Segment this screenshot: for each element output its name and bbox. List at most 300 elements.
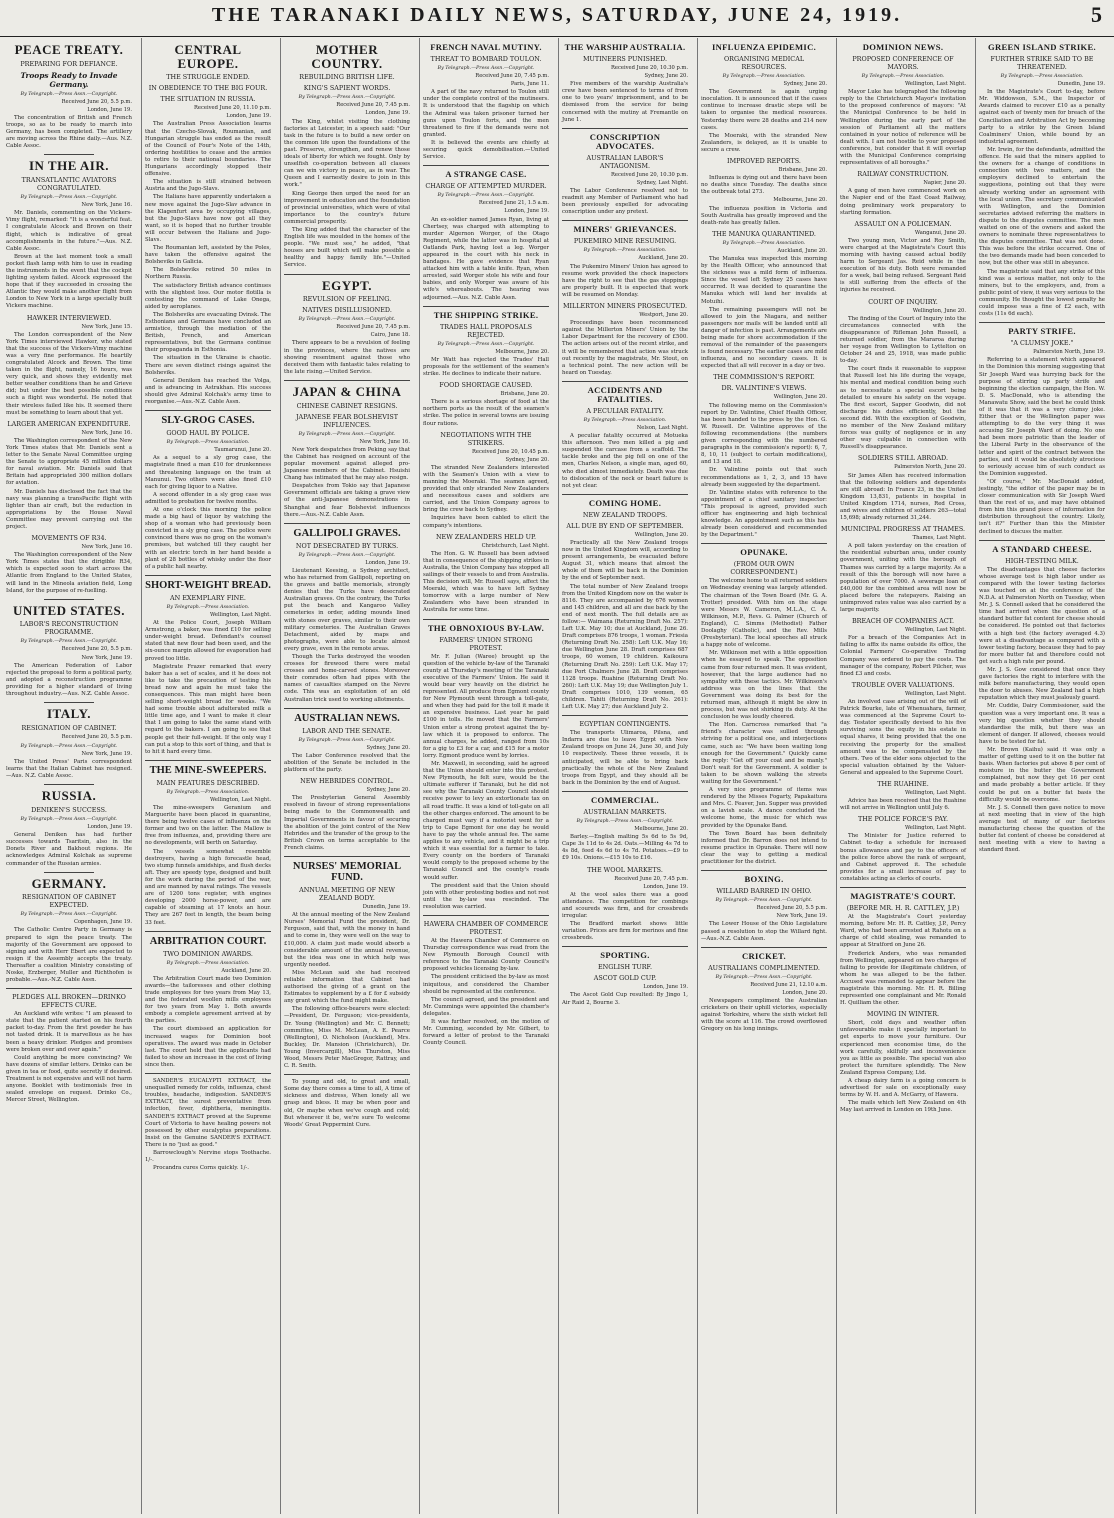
article-divider: [284, 708, 410, 709]
subheading: BREACH OF COMPANIES ACT.: [851, 617, 955, 626]
paragraph: New York despatches from Peking say that the Cabinet has resigned on account of the popular movement against alleged pro-Japanese members of the Cabinet. Hsuishi Chang has intimated that he may also resign.: [284, 446, 410, 482]
dateline: Sydney, June 20.: [783, 81, 827, 88]
headline: ITALY.: [46, 706, 92, 722]
dateline: Sydney, June 20.: [644, 73, 688, 80]
article-divider: [562, 381, 688, 382]
paragraph: The King added that the character of the English life was moulded in the homes of the people. "We must see," he added, "that houses are built which will make possible a healthy and happy family life."—United Service.: [284, 226, 410, 269]
column-4: [421, 38, 551, 1514]
dateline: New York, June 16.: [81, 544, 132, 551]
subheading: AUSTRALIAN MARKETS.: [583, 807, 667, 816]
byline: By Telegraph.—Press Assn.—Copyright.: [437, 341, 535, 347]
dateline: Received June 20, 11.10 p.m.: [194, 105, 271, 112]
byline: By Telegraph.—Press Assn.—Copyright.: [576, 818, 674, 824]
byline: By Telegraph.—Press Assn.—Copyright.: [715, 974, 813, 980]
article-divider: [701, 947, 827, 948]
article-divider: [284, 380, 410, 381]
headline: THE WARSHIP AUSTRALIA.: [564, 42, 686, 52]
paragraph: General Deniken has reached the Volga, and is advancing in Astrakhan. His success should give Admiral Kolchak's army time to reorganise.—Aus.-N.Z. Cable Assn.: [145, 377, 271, 406]
headline: A STRANGE CASE.: [445, 169, 527, 180]
dateline: Wellington, June 20.: [773, 394, 827, 401]
paragraph: There is a serious shortage of food at the northern ports as the result of the seamen's strike. The police in several towns are issuing flour rations.: [423, 399, 549, 427]
byline: By Telegraph.—Press Association.: [722, 74, 806, 80]
paragraph: The London correspondent of the New York Times interviewed Hawker, who stated that the success of the Vickers-Vimy machine was a very fine performance. He heartily congratulated Alcock and Brown. The time taken in the flight, namely, 16 hours, was very quick, and shows they evidently met better weather conditions than he and Grieve did; but under the best possible conditions such a flight was wonderful. He noted that their wireless failed like his. It seemed there must be something to learn about that yet.: [6, 331, 132, 416]
headline: MOTHER COUNTRY.: [311, 42, 383, 71]
headline: MAGISTRATE'S COURT.: [850, 891, 956, 902]
byline: By Telegraph.—Press Assn.—Copyright.: [20, 743, 118, 749]
subheading: WILLARD BARRED IN OHIO.: [716, 887, 812, 896]
subheading: NOT DESECRATED BY TURKS.: [295, 541, 399, 550]
subheading: NEW ZEALAND TROOPS.: [582, 510, 668, 519]
headline: OPUNAKE.: [740, 547, 788, 558]
paragraph: Mr. Cuddie, Dairy Commissioner, said the question was a very important one. It was a very big question whether they should standardise the milk, but there was an element of danger. If allowed, cheeses would have to be tested for fat.: [979, 703, 1105, 745]
headline: A STANDARD CHEESE.: [992, 543, 1092, 554]
headline: THE SHIPPING STRIKE.: [433, 309, 539, 320]
subheading: MOVING IN WINTER.: [866, 1010, 940, 1019]
paragraph: The council agreed, and the president and Mr. Cummings were appointed the chamber's delegates.: [423, 996, 549, 1017]
paragraph: The Hon. G. W. Russell has been advised that in consequence of the shipping strikes in Australia, the Union Company has stopped all sailings of their vessels to and from Australia. This decision will, Mr. Russell says, affect the Moeraki, which was to have left Sydney tomorrow with a large number of New Zealanders who have been stranded in Australia for some time.: [423, 550, 549, 614]
headline: ARBITRATION COURT.: [149, 935, 267, 947]
byline: By Telegraph.—Press Assn.—Copyright.: [20, 912, 118, 918]
subheading: HIGH-TESTING MILK.: [1005, 556, 1079, 565]
subheading: PUKEMIRO MINE RESUMING.: [573, 237, 677, 246]
dateline: Received June 20, 10.30 p.m.: [611, 171, 688, 178]
paragraph: The stranded New Zealanders interested with the Seamen's Union with a view to manning the Moeraki. The seamen agreed, provided that only stranded New Zealanders and necessitous cases and soldiers are carried, and the Union Company agrees to bring the crew back to Sydney.: [423, 464, 549, 514]
subheading: MUTINEERS PUNISHED.: [582, 55, 668, 64]
dateline: Sydney, June 20.: [366, 744, 410, 751]
article-divider: [44, 599, 94, 600]
headline: THE OBNOXIOUS BY-LAW.: [427, 622, 545, 633]
column-rule: [697, 38, 698, 1514]
subheading: ANNUAL MEETING OF NEW ZEALAND BODY.: [299, 886, 395, 903]
headline: IN THE AIR.: [28, 158, 110, 174]
paragraph: The Bolsheviks are evacuating Dvinsk. The Esthonians and Germans have concluded an armistice, through the mediation of the British, French, and American representatives, but the Germans continue their propaganda in Esthonia.: [145, 311, 271, 354]
paragraph: A peculiar fatality occurred at Motueka this afternoon. Two men killed a pig and suspended the carcase from a scaffold. The tackle broke and the pig fell on one of the men, Charles Nelson, a single man, aged 60, who died almost immediately. Death was due to dislocation of the neck or heart failure is not yet clear.: [562, 433, 688, 489]
paragraph: An ex-soldier named James Ryan, living at Chertsey, was charged with attempting to murder Algernon Worger, of the Otago Regiment, while the latter was in hospital at Oatlands Park, having lost a leg. Worger appeared in the court with his neck in bandages. He gave evidence that Ryan attacked him with a table knife. Ryan, when arrested, said Worger stole his wife and four babies, and only Worger was aware of his wife's whereabouts. The hearing was adjourned.—Aus. N.Z. Cable Assn.: [423, 216, 549, 301]
subheading: PLEDGES ALL BROKEN—DRINKO EFFECTS CURE.: [12, 993, 126, 1010]
page-number: 5: [1091, 2, 1102, 27]
article-divider: [423, 619, 549, 620]
paragraph: The Roumanian left, assisted by the Poles, have taken the offensive against the Bolsheviks in Galicia.: [145, 245, 271, 266]
article-divider: [979, 540, 1105, 541]
dateline: Nelson, Last Night.: [636, 425, 688, 431]
byline: By Telegraph.—Press Association.: [583, 248, 667, 254]
paragraph: A part of the navy returned to Toulon still under the complete control of the mutineers. It is understood that the flagship on which the Admiral was taken prisoner turned her guns upon Toulon forts, and the men threatened to fire if the demands were not granted.: [423, 89, 549, 138]
subheading: DR. VALINTINE'S VIEWS.: [721, 384, 807, 393]
paragraph: A poll taken yesterday on the creation of the residential suburban area, under county government, uniting with the borough of Thames was carried by a large majority. As a result of this the borough will now have a population of over 7000. A sewerage loan of £40,000 for the combined area will now be placed before the ratepayers. Raising an unimproved rates value was also carried by a large majority.: [840, 543, 966, 614]
dateline: New York, June 16.: [81, 429, 132, 436]
paragraph: The Presbyterian General Assembly resolved in favour of strong representations being made to the Commonwealth and Imperial Governments in favour of securing the abolition of the joint control of the New Hebrides and the transfer of the group to the British Crown on terms acceptable to the French claims.: [284, 795, 410, 851]
column-6: [699, 38, 829, 1514]
article-divider: [562, 715, 688, 716]
paragraph: At the Hawera Chamber of Commerce on Thursday correspondence was read from the New Plymouth Borough Council with reference to the Taranaki County Council's proposed vehicles licensing by-law.: [423, 937, 549, 973]
byline: By Telegraph.—Press Association.: [1000, 74, 1084, 80]
byline: By Telegraph.—Press Assn.—Copyright.: [437, 193, 535, 199]
dateline: New York, June 15.: [81, 323, 132, 330]
newspaper-columns: [4, 38, 1110, 1514]
dateline: Westport, June 20.: [639, 312, 688, 319]
article-divider: [145, 760, 271, 761]
subheading: MOVEMENTS OF R34.: [31, 534, 107, 543]
dateline: Thames, Last Night.: [912, 535, 966, 542]
article-divider: [44, 702, 94, 703]
dateline: Wellington, Last Night.: [210, 611, 271, 618]
paragraph: The vessels somewhat resemble destroyers, having a high forecastle head, two stump funnels amidships, and flush decks aft. They are speedy type, designed and built for the work during the period of the war, and are manned by naval ratings. The vessels are of 1200 tons register, with engines developing 2000 horse-power, and are capable of steaming at 17 knots an hour. They are 267 feet in length, the beam being 33 feet.: [145, 848, 271, 926]
subheading: GOOD HAUL BY POLICE.: [166, 429, 250, 438]
paragraph: Practically all the New Zealand troops now in the United Kingdom will, according to present arrangements, be evacuated before August 31, which means that almost the whole of them will be back in the Dominion by the end of September next.: [562, 539, 688, 582]
subheading: THREAT TO BOMBARD TOULON.: [430, 55, 542, 64]
paragraph: Despatches from Tokio say that Japanese Government officials are taking a grave view of the anti-Japanese demonstrations in Shanghai and fear Bolshevist influences there.—Aus.-N.Z. Cable Assn.: [284, 483, 410, 518]
byline: By Telegraph.—Press Association.: [722, 240, 806, 246]
byline: By Telegraph.—Press Assn.—Copyright.: [20, 816, 118, 822]
paragraph: The total number of New Zealand troops from the United Kingdom now on the water is 8116. They are accompanied by 676 women and 145 children, and all are due back by the end of next month. The full details are as follow:— Waimana (Returning Draft No. 257): Left U.K. May 10; due at Auckland, June 26. Draft comprises 876 troops, 1 woman. Friesia (Returning Draft No. 258): Left U.K. May 16; due Wellington June 28. Draft comprises 687 troops, 60 women, 19 children. Kaikoura (Returning Draft No. 259): Left U.K. May 17; due Port Chalmers June 28. Draft comprises 1128 troops. Ruahine (Returning Draft No. 260): Left U.K. May 19; due Wellington July 1. Draft comprises 1010, 139 women, 65 children. Tahiti (Returning Draft No. 261): Left U.K. May 27; due Auckland July 2.: [562, 583, 688, 711]
dateline: London, June 19.: [643, 883, 688, 890]
column-8: [977, 38, 1107, 1514]
paragraph: The mails which left New Zealand on 4th May last arrived in London on 19th June.: [840, 1100, 966, 1114]
byline: By Telegraph.—Press Assn.—Copyright.: [298, 737, 396, 743]
dateline: Wellington, Last Night.: [905, 690, 966, 697]
paragraph: The following memo on the Commission's report by Dr. Valintine, Chief Health Officer, has been handed to the press by the Hon. G. W. Russell. Dr. Valintine approves of the following recommendations (the numbers given corresponding with the numbered paragraphs in the commission's report): 6, 7, 8, 10, 11 (subject to certain modifications), and 13 and 18.: [701, 402, 827, 466]
dateline: Wellington, Last Night.: [905, 81, 966, 88]
column-rule: [975, 38, 976, 1514]
paragraph: The concentration of British and French troops, so as to be ready to march into Germany, has been completed. The artillery are moving across the Rhine daily.—Aus. N.Z. Cable Assoc.: [6, 114, 132, 150]
dateline: London, June 19.: [643, 984, 688, 991]
paragraph: The court finds it reasonable to suppose that Russell lost his life during the voyage, his mental and medical condition being such as to necessitate a special escort being detailed to ensure his safety on the voyage. The first escort, Sapper Goodwin, did not discharge his duties efficiently, but the second did. With the exception of Goodwin, no member of the New Zealand military forces was guilty of negligence or in any other way culpable in connection with Russell's disappearance.: [840, 366, 966, 451]
paragraph: A second offender in a sly grog case was admitted to probation for twelve months.: [145, 491, 271, 505]
dateline: Copenhagen, June 19.: [73, 919, 132, 926]
column-rule: [558, 38, 559, 1514]
headline: CONSCRIPTION ADVOCATES.: [589, 131, 661, 151]
dateline: Received June 20, 5.5 p.m.: [61, 646, 132, 653]
paragraph: The Government is again urging inoculation. It is announced that if the cases continue to increase drastic steps will be taken to organise the medical resources. Yesterday there were 28 deaths and 214 new cases.: [701, 89, 827, 131]
subheading: THE STRUGGLE ENDED.: [166, 73, 250, 82]
subheading: ORGANISING MEDICAL RESOURCES.: [723, 55, 805, 72]
subheading: THE WOOL MARKETS.: [587, 865, 663, 874]
subheading: THE RUAHINE.: [877, 779, 929, 788]
subheading: FURTHER STRIKE SAID TO BE THREATENED.: [990, 55, 1094, 72]
paragraph: The Minister for Justice referred to Cabinet to-day a schedule for increased bonus allowances and pay to the officers of the police force above the rank of sergeant, and Cabinet approved it. The schedule provides for a small increase of pay to constables acting as clerks of courts.: [840, 833, 966, 882]
paragraph: There appears to be a revulsion of feeling in the provinces, where the natives are showing resentment against those who deceived them with fantastic tales relating to the late rising.—United Service.: [284, 340, 410, 375]
paragraph: A cheap dairy farm is a going concern is advertised for sale on exceptionally easy terms by W. H. and A. McGarry, of Hawera.: [840, 1078, 966, 1099]
paragraph: The Bradford market shows little variation. Prices are firm for merinos and fine crossbreds.: [562, 921, 688, 942]
dateline: London, June 19.: [504, 208, 549, 215]
headline: FRENCH NAVAL MUTINY.: [430, 42, 542, 52]
subheading: REVULSION OF FEELING.: [302, 295, 392, 304]
paragraph: Mr. F. Julian (Waree) brought up the question of the vehicle by-law of the Taranaki county at Thursday's meeting of the Taranaki executive of the Farmers' Union. He said it would bear very heavily on the district he represented. All produce from Egmont county for New Plymouth went through a toll-gate, and when they had paid for the toll it made it an expensive business. Last year he paid £100 in tolls. He moved that the Farmers' Union enter a strong protest against the by-law which it is proposed to enforce. The annual charges, he added, ranged from 10s for a gig to £3 for a car, and £15 for a motor lorry. Egmont produce went by lorries.: [423, 653, 549, 759]
paragraph: Frederick Anders, who was remanded from Wellington, appeared on two charges of failing to provide for illegitimate children, of whom he was alleged to be the father. Accused was remanded to appear before the magistrate this morning. Mr. H. R. Billing represented one complainant and Mr. Ronald H. Quilliam the other.: [840, 950, 966, 1007]
dateline: New York, June 19.: [776, 913, 827, 920]
subheading: A PECULIAR FATALITY.: [586, 406, 664, 415]
paragraph: For a breach of the Companies Act in failing to affix its name outside its office, the Colonial Farmers' Co-operative Trading Company was ordered to pay the costs. The manager of the company, Robert Pilcher, was fined £3 and costs.: [840, 635, 966, 677]
paragraph: Dr. Valintine points out that such recommendations as 1, 2, 3, and 15 have already been suggested by the department.: [701, 467, 827, 488]
headline: THE MINE-SWEEPERS.: [149, 764, 267, 776]
byline: By Telegraph.—Press Association.: [166, 604, 250, 610]
byline: By Telegraph.—Press Association.: [166, 789, 250, 795]
paragraph: Mr. Brown (Kaihu) said it was only a matter of getting used to it on the butter fat basis. When factories put above 8 per cent of moisture in the butter the Government complained, but now they get 16 per cent and made probably a better article. If they could be put on a butter fat basis the difficulty would be overcome.: [979, 747, 1105, 803]
paragraph: A gang of men have commenced work on the Napier end of the East Coast Railway, doing preliminary work preparatory to starting formation.: [840, 188, 966, 216]
subheading: Troops Ready to Invade Germany.: [20, 70, 118, 89]
paragraph: The United Press' Paris correspondent learns that the Italian Cabinet has resigned.—Aus. N.Z. Cable Assoc.: [6, 759, 132, 780]
article-divider: [284, 856, 410, 857]
article-divider: [145, 575, 271, 576]
subheading: THE MANUKA QUARANTINED.: [712, 229, 816, 238]
paragraph: As a sequel to a sly grog case, the magistrate fined a man £10 for drunkenness and threatening language on the train at Manunui. Two others were also fined £10 each for giving liquor to a Native.: [145, 455, 271, 490]
subheading: AUSTRALIANS COMPLIMENTED.: [708, 963, 820, 972]
subheading: THE POLICE FORCE'S PAY.: [857, 815, 949, 824]
article-divider: [423, 915, 549, 916]
subheading: LABOR AND THE SENATE.: [302, 726, 392, 735]
dateline: Received June 20, 10.30 p.m.: [611, 65, 688, 72]
paragraph: At the wool sales there was a good attendance. The competition for combings and scoureds was firm, and for crossbreds irregular.: [562, 891, 688, 919]
paragraph: In the Magistrate's Court to-day, before Mr. Widdowson, S.M., the Inspector of Awards claimed to recover £10 as a penalty against each of twenty men for breach of the Conciliation and Arbitration Act by becoming party to a strike by the Green Island Coalminers' Union, while bound by an industrial agreement.: [979, 89, 1105, 145]
paragraph: The mine-sweepers Geranium and Marguerite have been placed in quarantine, there being twelve cases of influenza on the former and two on the latter. The Mallow is free from influenza, and, providing there are no developments, will berth on Saturday.: [145, 805, 271, 847]
dateline: Melbourne, June 20.: [495, 348, 549, 355]
column-3: [282, 38, 412, 1514]
paragraph: Magistrate Frazer remarked that every baker has a set of scales, and it he does not like to take the precaution of testing his bread now and again he must take the consequences. This man might have been selling short-weight bread for weeks. "We had some trouble about adulterated milk a little time ago, and I want to make it clear that I am going to take the same stand with regard to the bakers. I am going to see that people get their full-weight. If the only way I can put a stop to this sort of thing, and that is to hit it hard every time.: [145, 663, 271, 755]
column-7: [838, 38, 968, 1514]
dateline: Cairo, June 18.: [370, 332, 410, 339]
subheading: NEW ZEALANDERS HELD UP.: [435, 532, 537, 541]
paragraph: Though the Turks destroyed the wooden crosses for firewood there were metal crosses and home-carved stones. Moreover their comrades often had pipes with the names of casualties stamped on the Nevre code. This was an exploitation of an old Australian trick used to working allotments.: [284, 654, 410, 703]
subheading: SOLDIERS STILL ABROAD.: [858, 454, 948, 463]
dateline: Brisbane, June 20.: [778, 167, 827, 174]
paragraph: The American Federation of Labor rejected the proposal to form a political party, and adopted a reconstruction programme providing for a higher standard of living throughout industry.—Aus. N.Z. Cable Assoc.: [6, 662, 132, 698]
paragraph: Advice has been received that the Ruahine will not arrive in Wellington until July 6.: [840, 798, 966, 812]
dateline: Wellington, Last Night.: [905, 825, 966, 832]
dateline: Palmerston North, June 20.: [894, 464, 966, 471]
paragraph: The following office-bearers were elected:—President, Dr. Ferguson; vice-presidents, Dr. Young (Wellington) and Mr. C. Bennett; committee, Miss M. McLean, A. E. Pearce (Wellington), O. Nicholson (Auckland), Mrs. Buckley, Dr. Mansion (Christchurch), Dr. Young (Invercargill), Miss Thurston, Miss Wood, Messrs Peter MacGregor, Rattray, and C. R. Smith.: [284, 1006, 410, 1070]
article-divider: [44, 872, 94, 873]
article-divider: [423, 306, 549, 307]
article-divider: [562, 791, 688, 792]
paragraph: SANDER'S EUCALYPTI EXTRACT, the unequalled remedy for colds, influenza, chest troubles, headache, indigestion. SANDER'S EXTRACT, the surest preventative from infection, fever, diphtheria, meningitis. SANDER'S EXTRACT proved at the Supreme Court of Victoria to have healing powers not possessed by other eucalyptus preparations. Insist on the Genuine SANDER'S EXTRACT. There is no "just as good.": [145, 1078, 271, 1148]
paragraph: Brown at the last moment took a small pocket flash lamp with him to use in reading the instruments in the event that the cockpit lighting system failed. Alcock expressed the hope that if they succeeded in crossing the Atlantic they would make another flight from London to New York in a large specially built Vickers machine.: [6, 253, 132, 310]
article-divider: [44, 154, 94, 155]
paragraph: At the annual meeting of the New Zealand Nurses' Memorial Fund the president, Dr. Ferguson, said that, with the money in hand and to come in, they were well on the way to £10,000. A claim just made would absorb a considerable amount of the annual revenue, but the idea was one in which help was urgently needed.: [284, 912, 410, 968]
paragraph: The Hon. Carncross remarked that "a friend's character was sullied through striving for a political one, and interjections came, such as: "We have been waiting long enough for the Government." Quickly came the reply: "Get off your coat and be manly." Don't wait for the Government. A soldier is taken to be shown walking the streets waiting for the Government.": [701, 722, 827, 785]
headline: RUSSIA.: [41, 788, 97, 804]
column-rule: [280, 38, 281, 1514]
paragraph: Mr. J. S. Connell then gave notice to move at next meeting that in view of the high average test of many of our factories manufacturing cheese the question of the butter fat content of cheese be considered at next meeting with a view to having a standard fixed.: [979, 804, 1105, 854]
column-rule: [141, 38, 142, 1514]
dateline: Sydney, Last Night.: [636, 179, 688, 186]
paragraph: At the Police Court, Joseph William Armstrong, a baker, was fined £10 for selling under-weight bread. Defendant's counsel stated that new flour had been used, and the six-ounce margin allowed for evaporation had proved too little.: [145, 620, 271, 662]
article-divider: [562, 220, 688, 221]
paragraph: The satisfactory British advance continues with the slightest loss. Our motor flotilla is contesting the command of Lake Onega, aided by aeroplanes.: [145, 282, 271, 310]
headline: COMING HOME.: [588, 497, 662, 508]
dateline: Sydney, June 20.: [505, 456, 549, 463]
dateline: London, June 19.: [226, 113, 271, 120]
article-divider: [562, 128, 688, 129]
paragraph: The Australian Press Association learns that the Czecho-Slovak, Roumanian, and Hungarian struggle has ended as the result of the Council of Four's Note of the 14th, ordering hostilities to cease and the armies to retire to their national boundaries. The Hungarians accordingly stopped their offensive.: [145, 121, 271, 178]
byline: By Telegraph.—Press Assn.—Copyright.: [715, 898, 813, 904]
paragraph: Influenza is dying out and there have been no deaths since Tuesday. The deaths since the outbreak total 273.: [701, 175, 827, 196]
headline: DOMINION NEWS.: [862, 42, 944, 52]
article-divider: [284, 523, 410, 524]
byline: By Telegraph.—Press Assn.—Copyright.: [298, 95, 396, 101]
paragraph: An Auckland wife writes: "I am pleased to state that the patient started on his fourth packet to-day. From the first powder he has not tasted drink. It is marvellous as he has been a heavy drinker. Pledges and promises were broken over and over again.": [6, 1011, 132, 1053]
dateline: Received June 20, 5.5 p.m.: [61, 98, 132, 105]
subheading: CHARGE OF ATTEMPTED MURDER.: [425, 182, 547, 191]
dateline: Palmerston North, June 19.: [1033, 349, 1105, 356]
paragraph: An involved case arising out of the will of Patrick Bourke, late of Whenuahara, farmer, was commenced at the Supreme Court to-day. Testator specifically devised to his five surviving sons the equity in his estate in equal shares, it being provided that the one receiving the property for the smallest amount was to be compensated by the others. Two of the elder sons objected to the special valuation obtained by the Valuer-General and appealed to the Supreme Court.: [840, 698, 966, 776]
dateline: Wellington, June 20.: [912, 307, 966, 314]
column-1: [4, 38, 134, 1514]
headline: PEACE TREATY.: [14, 42, 124, 57]
paragraph: Barrowclough's Nervine stops Toothache. 1/-.: [145, 1149, 271, 1164]
dateline: Received June 21, 12.10 a.m.: [750, 981, 827, 988]
subheading: NATIVES DISILLUSIONED.: [302, 306, 392, 315]
dateline: Dunedin, June 19.: [362, 904, 410, 911]
subheading: HAWERA CHAMBER OF COMMERCE PROTEST.: [423, 919, 549, 936]
paragraph: Mr. Daniels has disclosed the fact that the navy was planning a transPacific flight with lighter than air craft, but the reduction in appropriations by the House Naval Committee may prevent carrying out the project.: [6, 488, 132, 530]
subheading: NEGOTIATIONS WITH THE STRIKERS.: [440, 430, 532, 447]
dateline: Received June 20, 5.5 p.m.: [756, 905, 827, 912]
paragraph: King George then urged the need for an improvement in education and the foundation of provincial universities, which were of vital importance to the country's future commercial prosperity.: [284, 190, 410, 225]
byline: By Telegraph.—Press Assn.—Copyright.: [437, 66, 535, 72]
dateline: Melbourne, June 20.: [773, 197, 827, 204]
paragraph: The Arbitration Court made two Dominion awards—the tailoresses and other clothing trade employees for two years from May 13, and the federated woollen mills employees for two years from May 1. Both awards embody a complete agreement arrived at by the parties.: [145, 975, 271, 1025]
subheading: AN EXEMPLARY FINE.: [170, 593, 246, 602]
paragraph: The transports Ulimaroa, Pilsna, and Indarra are due to leave Egypt with New Zealand troops on June 24, June 30, and July 10 respectively. These three vessels, it is anticipated, will be able to bring back practically the whole of the New Zealand troops from Egypt, and they should all be back in the Dominion by the end of August.: [562, 730, 688, 786]
dateline: New York, June 16.: [81, 202, 132, 209]
subheading: TRANSATLANTIC AVIATORS CONGRATULATED.: [21, 176, 117, 193]
subheading: (FROM OUR OWN CORRESPONDENT.): [730, 560, 798, 577]
dateline: London, June 19.: [87, 824, 132, 831]
subheading: REBUILDING BRITISH LIFE.: [299, 73, 395, 82]
paragraph: "Of course," Mr. MacDonald added, jestingly, "the editor of the paper may be in closer communication with Sir Joseph Ward than the rest of us, and may have obtained from him this grand piece of information for distribution throughout the country. Likely, isn't it?" Further than this the Minister declined to discuss the matter.: [979, 478, 1105, 535]
paragraph: A very nice programme of items was rendered by the Misses Fogarty, Papakaitura and Mrs. C. Feaver, Jun. Supper was provided on a lavish scale. A dance concluded the welcome home, the music for which was provided by the Opunake Band.: [701, 787, 827, 829]
paragraph: The president criticised the by-law as most iniquitous, and considered the Chamber should be represented at the conference.: [423, 974, 549, 995]
paragraph: The Catholic Centre Party in Germany is prepared to sign the peace treaty. The majority of the Government are opposed to signing and with Herr Ebert are expected to resign if the Assembly accepts the treaty. Thereafter a coalition Ministry consisting of Noske, Erzberger, Muller and Richthofen is probable.—Aus.-N.Z. Cable Assn.: [6, 927, 132, 984]
paragraph: Proceedings have been recommenced against the Millerton Miners' Union by the Labor Department for the recovery of £500. The action arises out of the recent strike, and it will be remembered that action was struck out recently by the magistrate, Mr. Stout, on a technical point. The new action will be heard on Tuesday.: [562, 320, 688, 376]
byline: By Telegraph.—Press Assn.—Copyright.: [20, 639, 118, 645]
paragraph: Short, cold days and weather often unfavourable make it specially important to get experts to move your furniture. Our experienced men economise time, do the work carefully, skilfully and inconvenience you as little as possible. The special van also protect the furniture splendidly. The New Zealand Express Company, Ltd.: [840, 1020, 966, 1076]
paragraph: At one o'clock this morning the police made a big haul of liquor by watching the shop of a woman who had previously been convicted in a sly grog case. The police were convinced there was no grog on the woman's premises, but watched till they caught her with an electric torch in her hand beside a plant of 28 bottles of whisky under the floor of a public hall nearby.: [145, 506, 271, 570]
paragraph: The finding of the Court of Inquiry into the circumstances connected with the disappearance of Rifleman John Russell, a returned soldier, from the Mararoa during her voyage from Wellington to Lyttelton on October 24 and 25, 1918, was made public to-day.: [840, 315, 966, 365]
subheading: CHINESE CABINET RESIGNS.: [296, 401, 398, 410]
dateline: Wanganui, June 20.: [914, 229, 966, 236]
subheading: LARGER AMERICAN EXPENDITURE.: [7, 419, 131, 428]
dateline: London, June 19.: [365, 110, 410, 117]
subheading: RESIGNATION OF CABINET.: [21, 723, 117, 732]
paragraph: The Town Board has been definitely informed that Dr. Barron does not intend to resume practice in Opunake. There will now clear the way to getting a medical practitioner for the district.: [701, 830, 827, 866]
paragraph: The welcome home to all returned soldiers on Wednesday evening was largely attended. The chairman of the Town Board (Mr. G. A. Trotter) presided. With him on the stage were Messrs W. Cameron, M.L.A., C. A. Wilkinson, M.P., Revs. G. Palmer (Church of England), C. Simms (Methodist) Father Doolaghy (Catholic), and the Rev. Mills (Presbyterian). The local speeches all struck a happy note of welcome.: [701, 578, 827, 649]
headline: NURSES' MEMORIAL FUND.: [292, 861, 402, 884]
paragraph: It was further resolved, on the motion of Mr. Cumming, seconded by Mr. Gilbert, to forward a letter of protest to the Taranaki County Council.: [423, 1019, 549, 1047]
paragraph: Mr. Daniels, commenting on the Vickers-Vimy flight, remarked: "It is a wonderful feat. I congratulate Alcock and Brown on their flight, which is indicative of great accomplishments in the future."—Aus. N.Z. Cable Assoc.: [6, 210, 132, 252]
paragraph: The situation is still strained between Austria and the Jugo-Slavs.: [145, 179, 271, 193]
paragraph: The court dismissed an application for increased wages for Dominion boot operatives. The award was made in October last. The court held that the applicants had failed to show an increase in the cost of living since then.: [145, 1026, 271, 1068]
paragraph: The remaining passengers will not be allowed to join the Niagara, and neither passengers nor mails will be landed until all danger of infection is past. Arrangements are being made for shore accommodation if the removal of the remainder of the passengers is found necessary. The earlier cases are mild influenza, and no secondary cases. It is expected that all will recover in a day or two.: [701, 306, 827, 370]
headline: GERMANY.: [31, 875, 107, 891]
subheading: COURT OF INQUIRY.: [868, 297, 938, 306]
byline: By Telegraph.—Press Assn.—Copyright.: [20, 195, 118, 201]
dateline: Wellington, Last Night.: [210, 796, 271, 803]
dateline: Received June 20, 5.5 p.m.: [61, 733, 132, 740]
dateline: London, June 19.: [87, 106, 132, 113]
subheading: PREPARING FOR DEFIANCE.: [20, 59, 118, 68]
paragraph: Referring to a statement which appeared in the Dominion this morning suggesting that Sir Joseph Ward was hurrying back for the purpose of stirring up party strife and beginning the election campaign, the Hon. W. D. S. MacDonald, who is attending the Manawatu Show, said the best he could think of it was that it was a very clumsy joke. Either that or the Wellington paper was attempting to do the very thing it was accusing Sir Joseph Ward of doing. No one had been more patriotic than the leader of the Liberal Party in the observance of the letter and spirit of the contract between the parties, and it would be absolutely atrocious to seriously accuse him of such conduct as the Dominion suggested.: [979, 357, 1105, 477]
article-divider: [562, 494, 688, 495]
column-2: [143, 38, 273, 1514]
byline: By Telegraph.—Press Assn.—Copyright.: [20, 91, 118, 97]
paragraph: Mr. Irwin, for the defendants, admitted the offence. He said that the miners applied to the owners for a change of conditions in connection with two matters, and the employers declined to entertain the suggestions, pointing out that they were already working under an agreement with the local union. The secretary communicated with Wellington, and the Dominion secretaries advised referring the matters in dispute to the disputes committee. The men waited on one of the owners and asked the owners to nominate three representatives to the disputes committee. That was not done. This was before the strike occurred. One of the two demands made had been conceded to now, but the other was still in abeyance.: [979, 146, 1105, 267]
subheading: MUNICIPAL PROGRESS AT THAMES.: [840, 525, 966, 534]
dateline: New York, June 19.: [81, 750, 132, 757]
paragraph: Newspapers compliment the Australian cricketers on their uphill victories, especially against Yorkshire, where the sixth wicket fell with the score at 116. The crowd overflowed Gregory on his long innings.: [701, 998, 827, 1033]
headline: PARTY STRIFE.: [1008, 326, 1076, 337]
dateline: Dunedin, June 19.: [1057, 81, 1105, 88]
subheading: ASSAULT ON A POLICEMAN.: [854, 219, 952, 228]
subheading: (BEFORE MR. H. R. CATTLEY, J.P.): [846, 904, 960, 913]
subheading: IN OBEDIENCE TO THE BIG FOUR.: [148, 84, 268, 93]
paragraph: Could anything be more convincing? We have dozens of similar letters. Drinko can be given in tea or food, quite secretly if desired. Treatment is not expensive and will not harm anyone. Booklet with testimonials free in sealed envelope on request. Drinko Co., Mercer Street, Wellington.: [6, 1054, 132, 1104]
subheading: FARMERS' UNION STRONG PROTEST.: [439, 635, 533, 652]
dateline: Auckland, June 20.: [777, 247, 827, 254]
dateline: Taumarunui, June 20.: [214, 447, 271, 454]
paragraph: The Lower House of the Ohio Legislature passed a resolution to stop the Willard fight.—Aus.-N.Z. Cable Assn.: [701, 921, 827, 942]
dateline: Wellington, Last Night.: [905, 627, 966, 634]
paragraph: The Italians have apparently undertaken a new move against the Jugo-Slav advance in the Klagenfurt area by occupying villages, but the Jugo-Slavs have now got all they want, so it is hoped that no further trouble will occur between the Italians and Jugo-Slavs.: [145, 194, 271, 243]
article-divider: [840, 887, 966, 888]
article-divider: [979, 322, 1105, 323]
subheading: PROPOSED CONFERENCE OF MAYORS.: [852, 55, 954, 72]
subheading: RAILWAY CONSTRUCTION.: [857, 170, 949, 179]
article-divider: [284, 274, 410, 275]
paragraph: Mr. Maxwell, in seconding, said he agreed that the Union should enter into this protest. New Plymouth, he felt sure, would be the ultimate sufferer if Taranaki, but he did not see why the Taranaki County Council should receive power to levy an extortionate tax on all road traffic. It was a kind of toll-gate on all the other charges enforced. The amount to be charged must vary if a motorist went for a trip to Cape Egmont for one day he would have to pay the whole annual fee. The same applies to any vehicle, and it might be a trip which it was essential for a farmer to take. Every county on the borders of Taranaki would comply to the proposed scheme by the Taranaki Council and the county's roads would suffer.: [423, 761, 550, 881]
dateline: London, June 19.: [365, 559, 410, 566]
byline: By Telegraph.—Press Association.: [861, 74, 945, 80]
subheading: FOOD SHORTAGE CAUSED.: [439, 381, 533, 390]
byline: By Telegraph.—Press Assn.—Copyright.: [298, 317, 396, 323]
paragraph: Sir James Allen has received information that the following soldiers and dependents are still abroad: In France 23, in the United Kingdom 13,831, patients in hospital in United Kingdom 1714, nurses, Red Cross, and wives and children of soldiers 263—total 15,698; already returned 31,244.: [840, 472, 966, 522]
subheading: AUSTRALIAN LABOR'S ANTAGONISM.: [586, 153, 664, 170]
dateline: Melbourne, June 20.: [634, 826, 688, 833]
dateline: Received June 21, 1.5 a.m.: [478, 200, 549, 207]
article-divider: [423, 165, 549, 166]
subheading: EGYPTIAN CONTINGENTS.: [579, 720, 671, 729]
paragraph: Inquiries have been cabled to elicit the company's intentions.: [423, 515, 549, 529]
headline: SLY-GROG CASES.: [161, 415, 255, 427]
subheading: NEW HEBRIDES CONTROL.: [300, 777, 394, 786]
dateline: Received June 20, 7.45 p.m.: [614, 875, 688, 882]
headline: INFLUENZA EPIDEMIC.: [711, 42, 817, 52]
subheading: THE SITUATION IN RUSSIA.: [160, 95, 256, 104]
masthead: [0, 0, 1114, 37]
paragraph: The Bolsheviks retired 50 miles in Northern Russia.: [145, 267, 271, 281]
subheading: MILLERTON MINERS PROSECUTED.: [562, 302, 688, 311]
dateline: New York, June 16.: [359, 438, 410, 445]
dateline: Auckland, June 20.: [221, 967, 271, 974]
paragraph: Barley.—English malting 5s 6d to 5s 9d, Cape 3s 11d to 4s 2d. Oats.—Milling 4s 7d to 4s 8d, feed 4s 6d to 4s 7d. Potatoes.—£9 to £9 10s. Onions.—£15 10s to £16.: [562, 834, 688, 862]
article-divider: [145, 410, 271, 411]
headline: BOXING.: [744, 874, 784, 885]
paragraph: Miss McLean said she had received reliable information that Cabinet had authorised the giving of a grant on the Estimates to supplement by a £ for £ subsidy any grant which the fund might make.: [284, 969, 410, 1005]
paragraph: The disadvantages that cheese factories whose average test is high labor under as compared with the lower testing factories was touched on at the conference of the N.D.A. at Palmerston North on Tuesday, when Mr. J. S. Connell asked that he considered the time had arrived when the question of a standard butter fat content for cheese should be considered. He pointed out that factories with a high test (the factory averaged 4.3) were at a disadvantage as compared with a lower testing factory, because they had to pay for more butter fat and therefore could not get such a high rate per pound.: [979, 566, 1105, 665]
paragraph: The Manuka was inspected this morning by the Health Officer, who announced that the sickness was a mild form of influenza. Since the vessel left Sydney 25 cases have occurred. It was decided to quarantine the Manuka which will land her invalids at Motuihi.: [701, 255, 827, 305]
subheading: MAIN FEATURES DESCRIBED.: [156, 778, 260, 787]
column-5: [560, 38, 690, 1514]
paragraph: The Washington correspondent of the New York Times states that Mr. Daniels sent a letter to the Senate Naval Committee urging the Senate to appropriate 45 million dollars for naval aviation. Mr. Daniels said that Britain had appropriated 300 million dollars for aviation.: [6, 437, 132, 487]
paragraph: Mayor Luke has telegraphed the following reply to the Christchurch Mayor's invitation to the proposed conference of mayors: "At the Municipal Conference to be held in Wellington during the early part of the session of Parliament all the matters contained in your notice of reference will be dealt with. I am not hostile to your proposed conference, but consider that it will overlap with the Municipal Conference comprising representatives of all boroughs.": [840, 89, 966, 167]
newspaper-title: THE TARANAKI DAILY NEWS, SATURDAY, JUNE 24, 1919.: [211, 4, 903, 26]
subheading: LABOR'S RECONSTRUCTION PROGRAMME.: [19, 620, 119, 637]
article-divider: [145, 1073, 271, 1074]
column-rule: [836, 38, 837, 1514]
subheading: HAWKER INTERVIEWED.: [26, 313, 112, 322]
headline: SHORT-WEIGHT BREAD.: [145, 579, 271, 591]
article-divider: [44, 784, 94, 785]
